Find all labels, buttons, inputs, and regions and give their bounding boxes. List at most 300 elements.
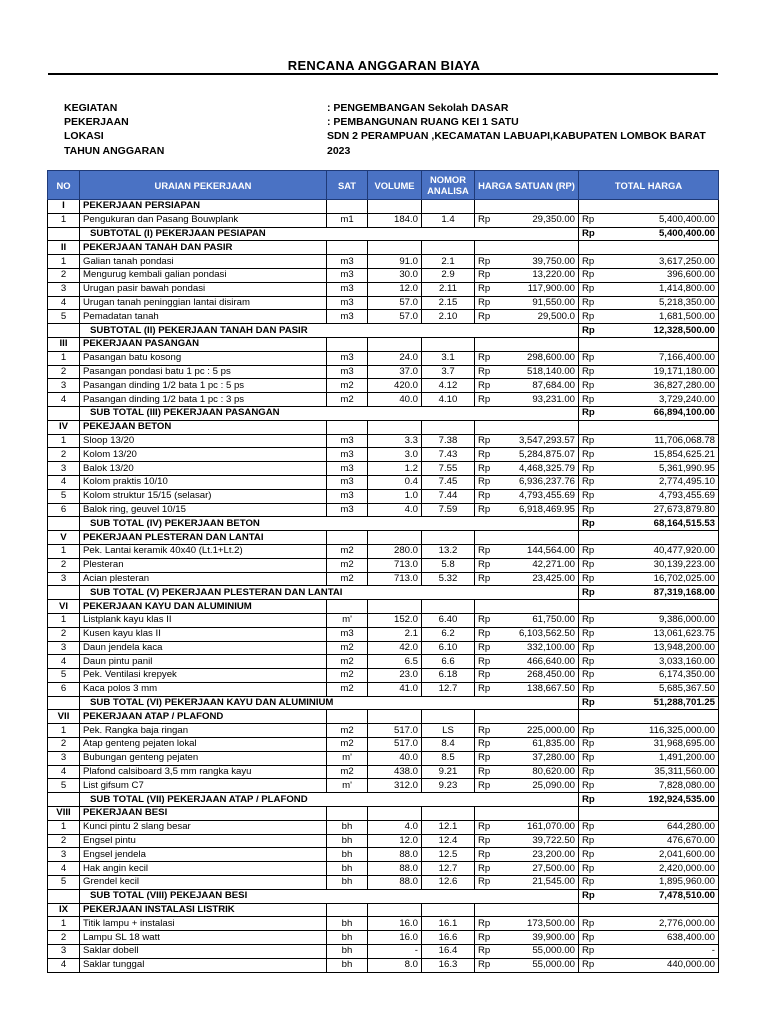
header-no: NO [48, 171, 80, 200]
cell-sat [327, 337, 368, 351]
row-number: 2 [48, 738, 80, 752]
item-volume: 312.0 [368, 779, 422, 793]
item-unit-price: 3,547,293.57 [499, 434, 579, 448]
subtotal-value: 87,319,168.00 [601, 586, 719, 600]
item-row [48, 613, 719, 627]
item-total: 396,600.00 [601, 268, 719, 282]
item-unit: m3 [327, 489, 368, 503]
item-analisa: 8.4 [422, 738, 475, 752]
item-analisa: 12.1 [422, 820, 475, 834]
subtotal-currency: Rp [579, 793, 601, 807]
item-analisa: 6.40 [422, 613, 475, 627]
cell-volume [368, 600, 422, 614]
section-row [48, 241, 719, 255]
item-currency: Rp [579, 434, 601, 448]
item-unit: bh [327, 958, 368, 972]
cell-rp [475, 531, 499, 545]
cell-rp [579, 807, 601, 821]
item-row [48, 282, 719, 296]
item-total: 3,729,240.00 [601, 393, 719, 407]
item-total: 1,491,200.00 [601, 751, 719, 765]
item-analisa: 12.4 [422, 834, 475, 848]
item-description: Daun pintu panil [80, 655, 327, 669]
item-total: 40,477,920.00 [601, 544, 719, 558]
item-unit: m2 [327, 379, 368, 393]
row-number: 3 [48, 462, 80, 476]
row-number: 1 [48, 613, 80, 627]
item-description: Mengurug kembali galian pondasi [80, 268, 327, 282]
item-volume: 40.0 [368, 751, 422, 765]
item-description: Daun jendela kaca [80, 641, 327, 655]
item-unit: m3 [327, 448, 368, 462]
item-currency: Rp [579, 945, 601, 959]
item-total: 2,774,495.10 [601, 475, 719, 489]
subtotal-currency: Rp [579, 586, 601, 600]
item-analisa: 7.38 [422, 434, 475, 448]
item-description: Pek. Lantai keramik 40x40 (Lt.1+Lt.2) [80, 544, 327, 558]
subtotal-label: SUB TOTAL (VIII) PEKEJAAN BESI [80, 889, 579, 903]
item-currency: Rp [475, 876, 499, 890]
cell-rp [475, 337, 499, 351]
cell-analisa [422, 200, 475, 214]
title-underline [48, 73, 718, 75]
item-description: Titik lampu + instalasi [80, 917, 327, 931]
item-total: 5,685,367.50 [601, 682, 719, 696]
item-volume: 40.0 [368, 393, 422, 407]
section-row [48, 600, 719, 614]
item-description: Pasangan pondasi batu 1 pc : 5 ps [80, 365, 327, 379]
item-volume: 4.0 [368, 820, 422, 834]
subtotal-row [48, 696, 719, 710]
cell-sat [327, 420, 368, 434]
item-unit: bh [327, 834, 368, 848]
subtotal-currency: Rp [579, 517, 601, 531]
item-currency: Rp [475, 475, 499, 489]
item-unit-price: 138,667.50 [499, 682, 579, 696]
row-number: 2 [48, 627, 80, 641]
item-unit-price: 6,103,562.50 [499, 627, 579, 641]
cell-sat [327, 807, 368, 821]
cell-sat [327, 903, 368, 917]
item-unit-price: 37,280.00 [499, 751, 579, 765]
item-volume: 713.0 [368, 572, 422, 586]
item-currency: Rp [475, 958, 499, 972]
section-row [48, 337, 719, 351]
row-number: VI [48, 600, 80, 614]
row-number [48, 889, 80, 903]
item-volume: 184.0 [368, 213, 422, 227]
row-number: 4 [48, 655, 80, 669]
item-row [48, 296, 719, 310]
item-row [48, 310, 719, 324]
subtotal-row [48, 793, 719, 807]
item-volume: 23.0 [368, 669, 422, 683]
item-currency: Rp [475, 489, 499, 503]
item-row [48, 862, 719, 876]
item-total: 638,400.00 [601, 931, 719, 945]
meta-label: TAHUN ANGGARAN [64, 145, 165, 157]
item-unit: bh [327, 820, 368, 834]
item-unit: bh [327, 917, 368, 931]
item-currency: Rp [475, 820, 499, 834]
cell-harga-satuan [499, 903, 579, 917]
subtotal-label: SUBTOTAL (II) PEKERJAAN TANAH DAN PASIR [80, 324, 579, 338]
row-number [48, 517, 80, 531]
item-row [48, 503, 719, 517]
item-currency: Rp [475, 724, 499, 738]
item-volume: 4.0 [368, 503, 422, 517]
item-currency: Rp [475, 779, 499, 793]
item-unit: m2 [327, 765, 368, 779]
item-currency: Rp [579, 475, 601, 489]
cell-rp [579, 710, 601, 724]
cell-total [601, 903, 719, 917]
row-number: 1 [48, 213, 80, 227]
meta-label: KEGIATAN [64, 102, 118, 114]
item-total: 2,776,000.00 [601, 917, 719, 931]
header-sat: SAT [327, 171, 368, 200]
item-currency: Rp [579, 627, 601, 641]
item-unit: m3 [327, 475, 368, 489]
item-row [48, 779, 719, 793]
item-unit-price: 39,750.00 [499, 255, 579, 269]
section-title: PEKERJAAN PERSIAPAN [80, 200, 327, 214]
item-volume: 3.0 [368, 448, 422, 462]
item-currency: Rp [579, 848, 601, 862]
row-number: V [48, 531, 80, 545]
subtotal-value: 66,894,100.00 [601, 406, 719, 420]
item-unit: m1 [327, 213, 368, 227]
item-currency: Rp [475, 848, 499, 862]
item-currency: Rp [579, 779, 601, 793]
row-number [48, 696, 80, 710]
item-unit-price: 39,900.00 [499, 931, 579, 945]
item-unit: m2 [327, 544, 368, 558]
item-currency: Rp [475, 682, 499, 696]
item-unit: m3 [327, 255, 368, 269]
cell-volume [368, 710, 422, 724]
item-unit: m2 [327, 738, 368, 752]
item-currency: Rp [579, 351, 601, 365]
row-number: 3 [48, 945, 80, 959]
cell-sat [327, 600, 368, 614]
cell-total [601, 807, 719, 821]
subtotal-label: SUB TOTAL (VII) PEKERJAAN ATAP / PLAFOND [80, 793, 579, 807]
item-description: Lampu SL 18 watt [80, 931, 327, 945]
cell-rp [475, 600, 499, 614]
item-unit-price: 298,600.00 [499, 351, 579, 365]
item-description: Urugan tanah peninggian lantai disiram [80, 296, 327, 310]
budget-table [47, 170, 719, 973]
item-row [48, 268, 719, 282]
item-row [48, 462, 719, 476]
item-description: Kunci pintu 2 slang besar [80, 820, 327, 834]
item-unit-price: 173,500.00 [499, 917, 579, 931]
section-title: PEKERJAAN PASANGAN [80, 337, 327, 351]
section-row [48, 807, 719, 821]
item-volume: 12.0 [368, 282, 422, 296]
cell-volume [368, 420, 422, 434]
item-currency: Rp [475, 448, 499, 462]
cell-harga-satuan [499, 337, 579, 351]
item-unit-price: 144,564.00 [499, 544, 579, 558]
section-title: PEKERJAAN ATAP / PLAFOND [80, 710, 327, 724]
row-number [48, 586, 80, 600]
row-number: 2 [48, 448, 80, 462]
subtotal-label: SUB TOTAL (III) PEKERJAAN PASANGAN [80, 406, 579, 420]
item-description: Pemadatan tanah [80, 310, 327, 324]
table-body [48, 200, 719, 973]
cell-rp [579, 241, 601, 255]
item-volume: 57.0 [368, 310, 422, 324]
item-description: Plafond calsiboard 3,5 mm rangka kayu [80, 765, 327, 779]
cell-volume [368, 200, 422, 214]
row-number: 4 [48, 393, 80, 407]
item-unit-price: 93,231.00 [499, 393, 579, 407]
item-row [48, 669, 719, 683]
cell-total [601, 710, 719, 724]
cell-total [601, 531, 719, 545]
item-unit-price: 268,450.00 [499, 669, 579, 683]
row-number: VIII [48, 807, 80, 821]
item-currency: Rp [579, 931, 601, 945]
item-analisa: 2.1 [422, 255, 475, 269]
document-title: RENCANA ANGGARAN BIAYA [287, 58, 481, 73]
item-total: 3,033,160.00 [601, 655, 719, 669]
item-row [48, 434, 719, 448]
cell-total [601, 241, 719, 255]
item-total: 13,061,623.75 [601, 627, 719, 641]
row-number: 5 [48, 779, 80, 793]
row-number: 3 [48, 751, 80, 765]
item-description: Atap genteng pejaten lokal [80, 738, 327, 752]
meta-label: LOKASI [64, 130, 104, 142]
item-unit-price: 25,090.00 [499, 779, 579, 793]
row-number: 3 [48, 282, 80, 296]
item-volume: 713.0 [368, 558, 422, 572]
item-total: 440,000.00 [601, 958, 719, 972]
item-volume: 91.0 [368, 255, 422, 269]
item-description: Plesteran [80, 558, 327, 572]
header-harga-satuan: HARGA SATUAN (RP) [475, 171, 579, 200]
row-number [48, 227, 80, 241]
item-description: Balok ring, geuvel 10/15 [80, 503, 327, 517]
subtotal-currency: Rp [579, 696, 601, 710]
cell-rp [475, 200, 499, 214]
item-volume: 1.0 [368, 489, 422, 503]
item-row [48, 572, 719, 586]
row-number: 1 [48, 351, 80, 365]
item-volume: 12.0 [368, 834, 422, 848]
cell-total [601, 600, 719, 614]
item-analisa: 5.32 [422, 572, 475, 586]
item-description: Grendel kecil [80, 876, 327, 890]
item-unit: m2 [327, 572, 368, 586]
cell-harga-satuan [499, 531, 579, 545]
meta-value: : PENGEMBANGAN Sekolah DASAR [327, 102, 509, 114]
item-currency: Rp [579, 503, 601, 517]
header-nomor-analisa: NOMOR ANALISA [422, 171, 475, 200]
item-analisa: 7.45 [422, 475, 475, 489]
item-currency: Rp [475, 641, 499, 655]
row-number: 4 [48, 958, 80, 972]
item-currency: Rp [579, 365, 601, 379]
item-unit: m3 [327, 282, 368, 296]
item-unit-price: 21,545.00 [499, 876, 579, 890]
item-total: 13,948,200.00 [601, 641, 719, 655]
item-row [48, 820, 719, 834]
item-description: Engsel jendela [80, 848, 327, 862]
item-row [48, 255, 719, 269]
item-unit-price: 23,425.00 [499, 572, 579, 586]
item-volume: 88.0 [368, 876, 422, 890]
subtotal-label: SUB TOTAL (IV) PEKERJAAN BETON [80, 517, 579, 531]
subtotal-currency: Rp [579, 227, 601, 241]
item-unit: m' [327, 779, 368, 793]
item-unit: m3 [327, 268, 368, 282]
item-row [48, 958, 719, 972]
item-row [48, 379, 719, 393]
item-total: 1,895,960.00 [601, 876, 719, 890]
item-currency: Rp [475, 738, 499, 752]
item-analisa: 9.21 [422, 765, 475, 779]
item-currency: Rp [579, 310, 601, 324]
item-description: Pasangan dinding 1/2 bata 1 pc : 3 ps [80, 393, 327, 407]
item-analisa: 16.6 [422, 931, 475, 945]
item-description: Pek. Ventilasi krepyek [80, 669, 327, 683]
item-currency: Rp [579, 641, 601, 655]
item-unit: m3 [327, 296, 368, 310]
item-unit-price: 332,100.00 [499, 641, 579, 655]
item-analisa: 4.12 [422, 379, 475, 393]
item-analisa: 6.10 [422, 641, 475, 655]
item-row [48, 475, 719, 489]
item-total: 2,420,000.00 [601, 862, 719, 876]
item-analisa: 16.3 [422, 958, 475, 972]
item-analisa: 7.59 [422, 503, 475, 517]
item-total: 7,166,400.00 [601, 351, 719, 365]
cell-analisa [422, 241, 475, 255]
item-total: 6,174,350.00 [601, 669, 719, 683]
cell-sat [327, 241, 368, 255]
row-number [48, 324, 80, 338]
item-row [48, 917, 719, 931]
item-unit: m' [327, 613, 368, 627]
row-number: 5 [48, 310, 80, 324]
item-unit: m2 [327, 641, 368, 655]
item-total: 9,386,000.00 [601, 613, 719, 627]
cell-sat [327, 200, 368, 214]
item-currency: Rp [579, 393, 601, 407]
item-currency: Rp [475, 669, 499, 683]
item-currency: Rp [475, 213, 499, 227]
item-analisa: 6.6 [422, 655, 475, 669]
item-volume: 88.0 [368, 862, 422, 876]
item-volume: 41.0 [368, 682, 422, 696]
item-analisa: 13.2 [422, 544, 475, 558]
row-number: VII [48, 710, 80, 724]
item-unit-price: 42,271.00 [499, 558, 579, 572]
item-analisa: 7.55 [422, 462, 475, 476]
subtotal-row [48, 227, 719, 241]
item-currency: Rp [579, 958, 601, 972]
item-currency: Rp [475, 945, 499, 959]
item-analisa: 6.18 [422, 669, 475, 683]
cell-analisa [422, 903, 475, 917]
item-currency: Rp [475, 379, 499, 393]
item-row [48, 351, 719, 365]
cell-volume [368, 531, 422, 545]
item-unit: bh [327, 848, 368, 862]
row-number: 3 [48, 572, 80, 586]
item-unit: bh [327, 862, 368, 876]
item-analisa: 5.8 [422, 558, 475, 572]
item-row [48, 213, 719, 227]
cell-analisa [422, 531, 475, 545]
item-description: Kolom 13/20 [80, 448, 327, 462]
item-description: Saklar dobell [80, 945, 327, 959]
row-number [48, 793, 80, 807]
item-analisa: LS [422, 724, 475, 738]
item-description: Kaca polos 3 mm [80, 682, 327, 696]
item-total: 476,670.00 [601, 834, 719, 848]
cell-total [601, 200, 719, 214]
item-unit-price: 55,000.00 [499, 958, 579, 972]
item-currency: Rp [579, 613, 601, 627]
item-currency: Rp [579, 834, 601, 848]
cell-rp [579, 337, 601, 351]
item-row [48, 393, 719, 407]
item-currency: Rp [475, 255, 499, 269]
item-unit-price: 161,070.00 [499, 820, 579, 834]
item-row [48, 641, 719, 655]
item-row [48, 945, 719, 959]
row-number: IV [48, 420, 80, 434]
cell-analisa [422, 600, 475, 614]
item-currency: Rp [579, 876, 601, 890]
item-analisa: 12.6 [422, 876, 475, 890]
item-currency: Rp [579, 751, 601, 765]
item-currency: Rp [579, 655, 601, 669]
item-currency: Rp [579, 572, 601, 586]
item-row [48, 682, 719, 696]
item-row [48, 834, 719, 848]
item-volume: 1.2 [368, 462, 422, 476]
section-row [48, 531, 719, 545]
cell-rp [475, 807, 499, 821]
cell-rp [579, 903, 601, 917]
item-total: 35,311,560.00 [601, 765, 719, 779]
cell-harga-satuan [499, 807, 579, 821]
subtotal-value: 192,924,535.00 [601, 793, 719, 807]
section-title: PEKERJAAN INSTALASI LISTRIK [80, 903, 327, 917]
item-unit: m' [327, 751, 368, 765]
item-currency: Rp [475, 268, 499, 282]
row-number: 5 [48, 876, 80, 890]
item-analisa: 7.44 [422, 489, 475, 503]
cell-analisa [422, 807, 475, 821]
item-analisa: 12.7 [422, 682, 475, 696]
item-total: 11,706,068.78 [601, 434, 719, 448]
row-number: II [48, 241, 80, 255]
item-total: 15,854,625.21 [601, 448, 719, 462]
item-unit: m2 [327, 393, 368, 407]
item-unit-price: 27,500.00 [499, 862, 579, 876]
item-unit-price: 61,750.00 [499, 613, 579, 627]
item-total: 4,793,455.69 [601, 489, 719, 503]
cell-rp [475, 241, 499, 255]
item-row [48, 489, 719, 503]
